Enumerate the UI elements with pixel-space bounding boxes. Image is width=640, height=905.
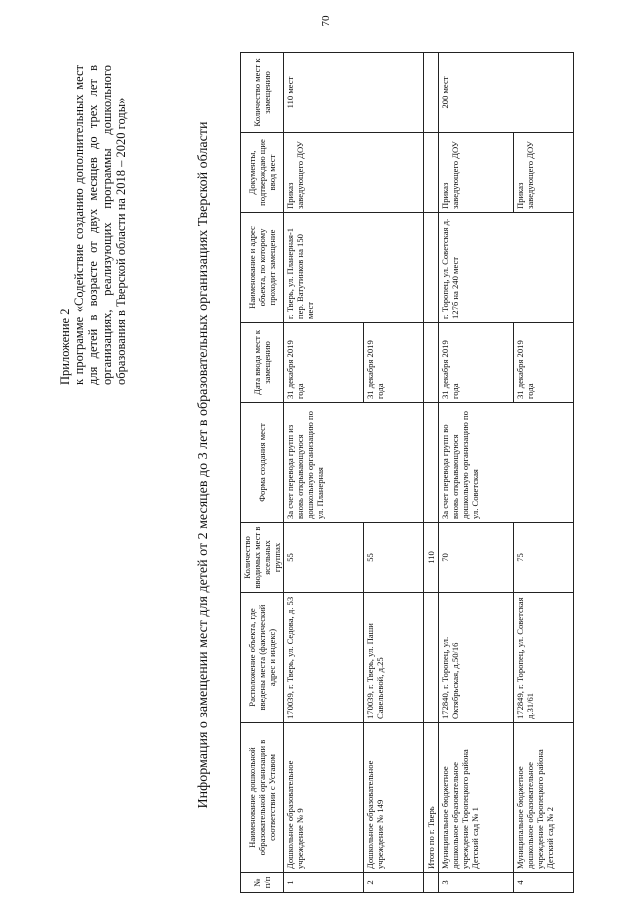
table-row [284, 53, 364, 893]
object-address: 170039, г. Тверь, ул. Седова, д. 53 [284, 593, 364, 723]
total-cell-empty [424, 403, 439, 523]
row-number: 4 [514, 873, 574, 893]
row-number: 1 [284, 873, 364, 893]
places-count: 75 [514, 523, 574, 593]
document-title: Информация о замещении мест для детей от 2 месяцев до 3 лет в образовательных организациях Тверской области [196, 121, 211, 809]
appendix-label: Приложение 2 [58, 308, 72, 385]
total-cell-empty [424, 213, 439, 323]
commission-date: 31 декабря 2019 года [364, 323, 424, 403]
table-header-row [241, 53, 284, 893]
replacement-places-table [240, 52, 574, 893]
appendix-header [58, 65, 128, 385]
confirming-documents: Приказ заведующего ДОУ [514, 133, 574, 213]
object-address: 172849, г. Торопец, ул. Советская д.31/61 [514, 593, 574, 723]
commission-date: 31 декабря 2019 года [439, 323, 514, 403]
organization-name: Муниципальное бюджетное дошкольное образовательное учреждение Торопецкого района Детский сад № 1 [439, 723, 514, 873]
total-cell-empty [424, 133, 439, 213]
places-to-replace: 200 мест [439, 53, 574, 133]
object-address: 172840, г. Торопец, ул. Октябрьская, д.50/16 [439, 593, 514, 723]
total-num-empty [424, 873, 439, 893]
col-header-total: Количество мест к замещению [241, 53, 284, 133]
organization-name: Дошкольное образовательное учреждение № 9 [284, 723, 364, 873]
creation-form: За счет перевода групп из вновь открывающуюся дошкольную организацию по ул. Планерная [284, 403, 424, 523]
places-count: 55 [364, 523, 424, 593]
appendix-text: к программе «Содействие созданию дополнительных мест для детей в возрасте от двух месяцев до трех лет в организациях, реализующих программы дошкольного образования в Тверской области на 2018 – 2020 годы» [72, 65, 128, 385]
table-row [439, 53, 514, 893]
col-header-date: Дата ввода мест к замещению [241, 323, 284, 403]
table-total-row [424, 53, 439, 893]
creation-form: За счет перевода групп во вновь открывающуюся дошкольную организацию по ул. Советская [439, 403, 574, 523]
places-count: 70 [439, 523, 514, 593]
places-count: 55 [284, 523, 364, 593]
col-header-docs: Документы, подтверждаю щие ввод мест [241, 133, 284, 213]
total-cell-empty [424, 323, 439, 403]
col-header-num: № п/п [241, 873, 284, 893]
object-address: 170039, г. Тверь, ул. Паши Савельевой, д.25 [364, 593, 424, 723]
col-header-form: Форма создания мест [241, 403, 284, 523]
commission-date: 31 декабря 2019 года [284, 323, 364, 403]
organization-name: Дошкольное образовательное учреждение № 149 [364, 723, 424, 873]
col-header-address: Расположение объекта, где введены места (фактический адрес и индекс) [241, 593, 284, 723]
commission-date: 31 декабря 2019 года [514, 323, 574, 403]
places-to-replace: 110 мест [284, 53, 424, 133]
confirming-documents: Приказ заведующего ДОУ [439, 133, 514, 213]
col-header-count: Количество вводимых мест в ясельных группах [241, 523, 284, 593]
replacement-object: г. Торопец, ул. Советская д. 127б на 240 мест [439, 213, 574, 323]
col-header-object: Наименование и адрес объекта, по которому проходит замещение [241, 213, 284, 323]
col-header-name: Наименование дошкольной образовательной организации в соответствии с Уставом [241, 723, 284, 873]
total-label: Итого по г. Тверь [424, 723, 439, 873]
row-number: 3 [439, 873, 514, 893]
organization-name: Муниципальное бюджетное дошкольное образовательное учреждение Торопецкого района Детский сад № 2 [514, 723, 574, 873]
replacement-object: г. Тверь, ул. Планерная-1 пер. Ватутинков на 150 мест [284, 213, 424, 323]
total-cell-empty [424, 53, 439, 133]
row-number: 2 [364, 873, 424, 893]
confirming-documents: Приказ заведующего ДОУ [284, 133, 424, 213]
total-value: 110 [424, 523, 439, 593]
total-address-empty [424, 593, 439, 723]
rotated-page-content [0, 45, 640, 905]
page-number: 70 [320, 15, 332, 27]
